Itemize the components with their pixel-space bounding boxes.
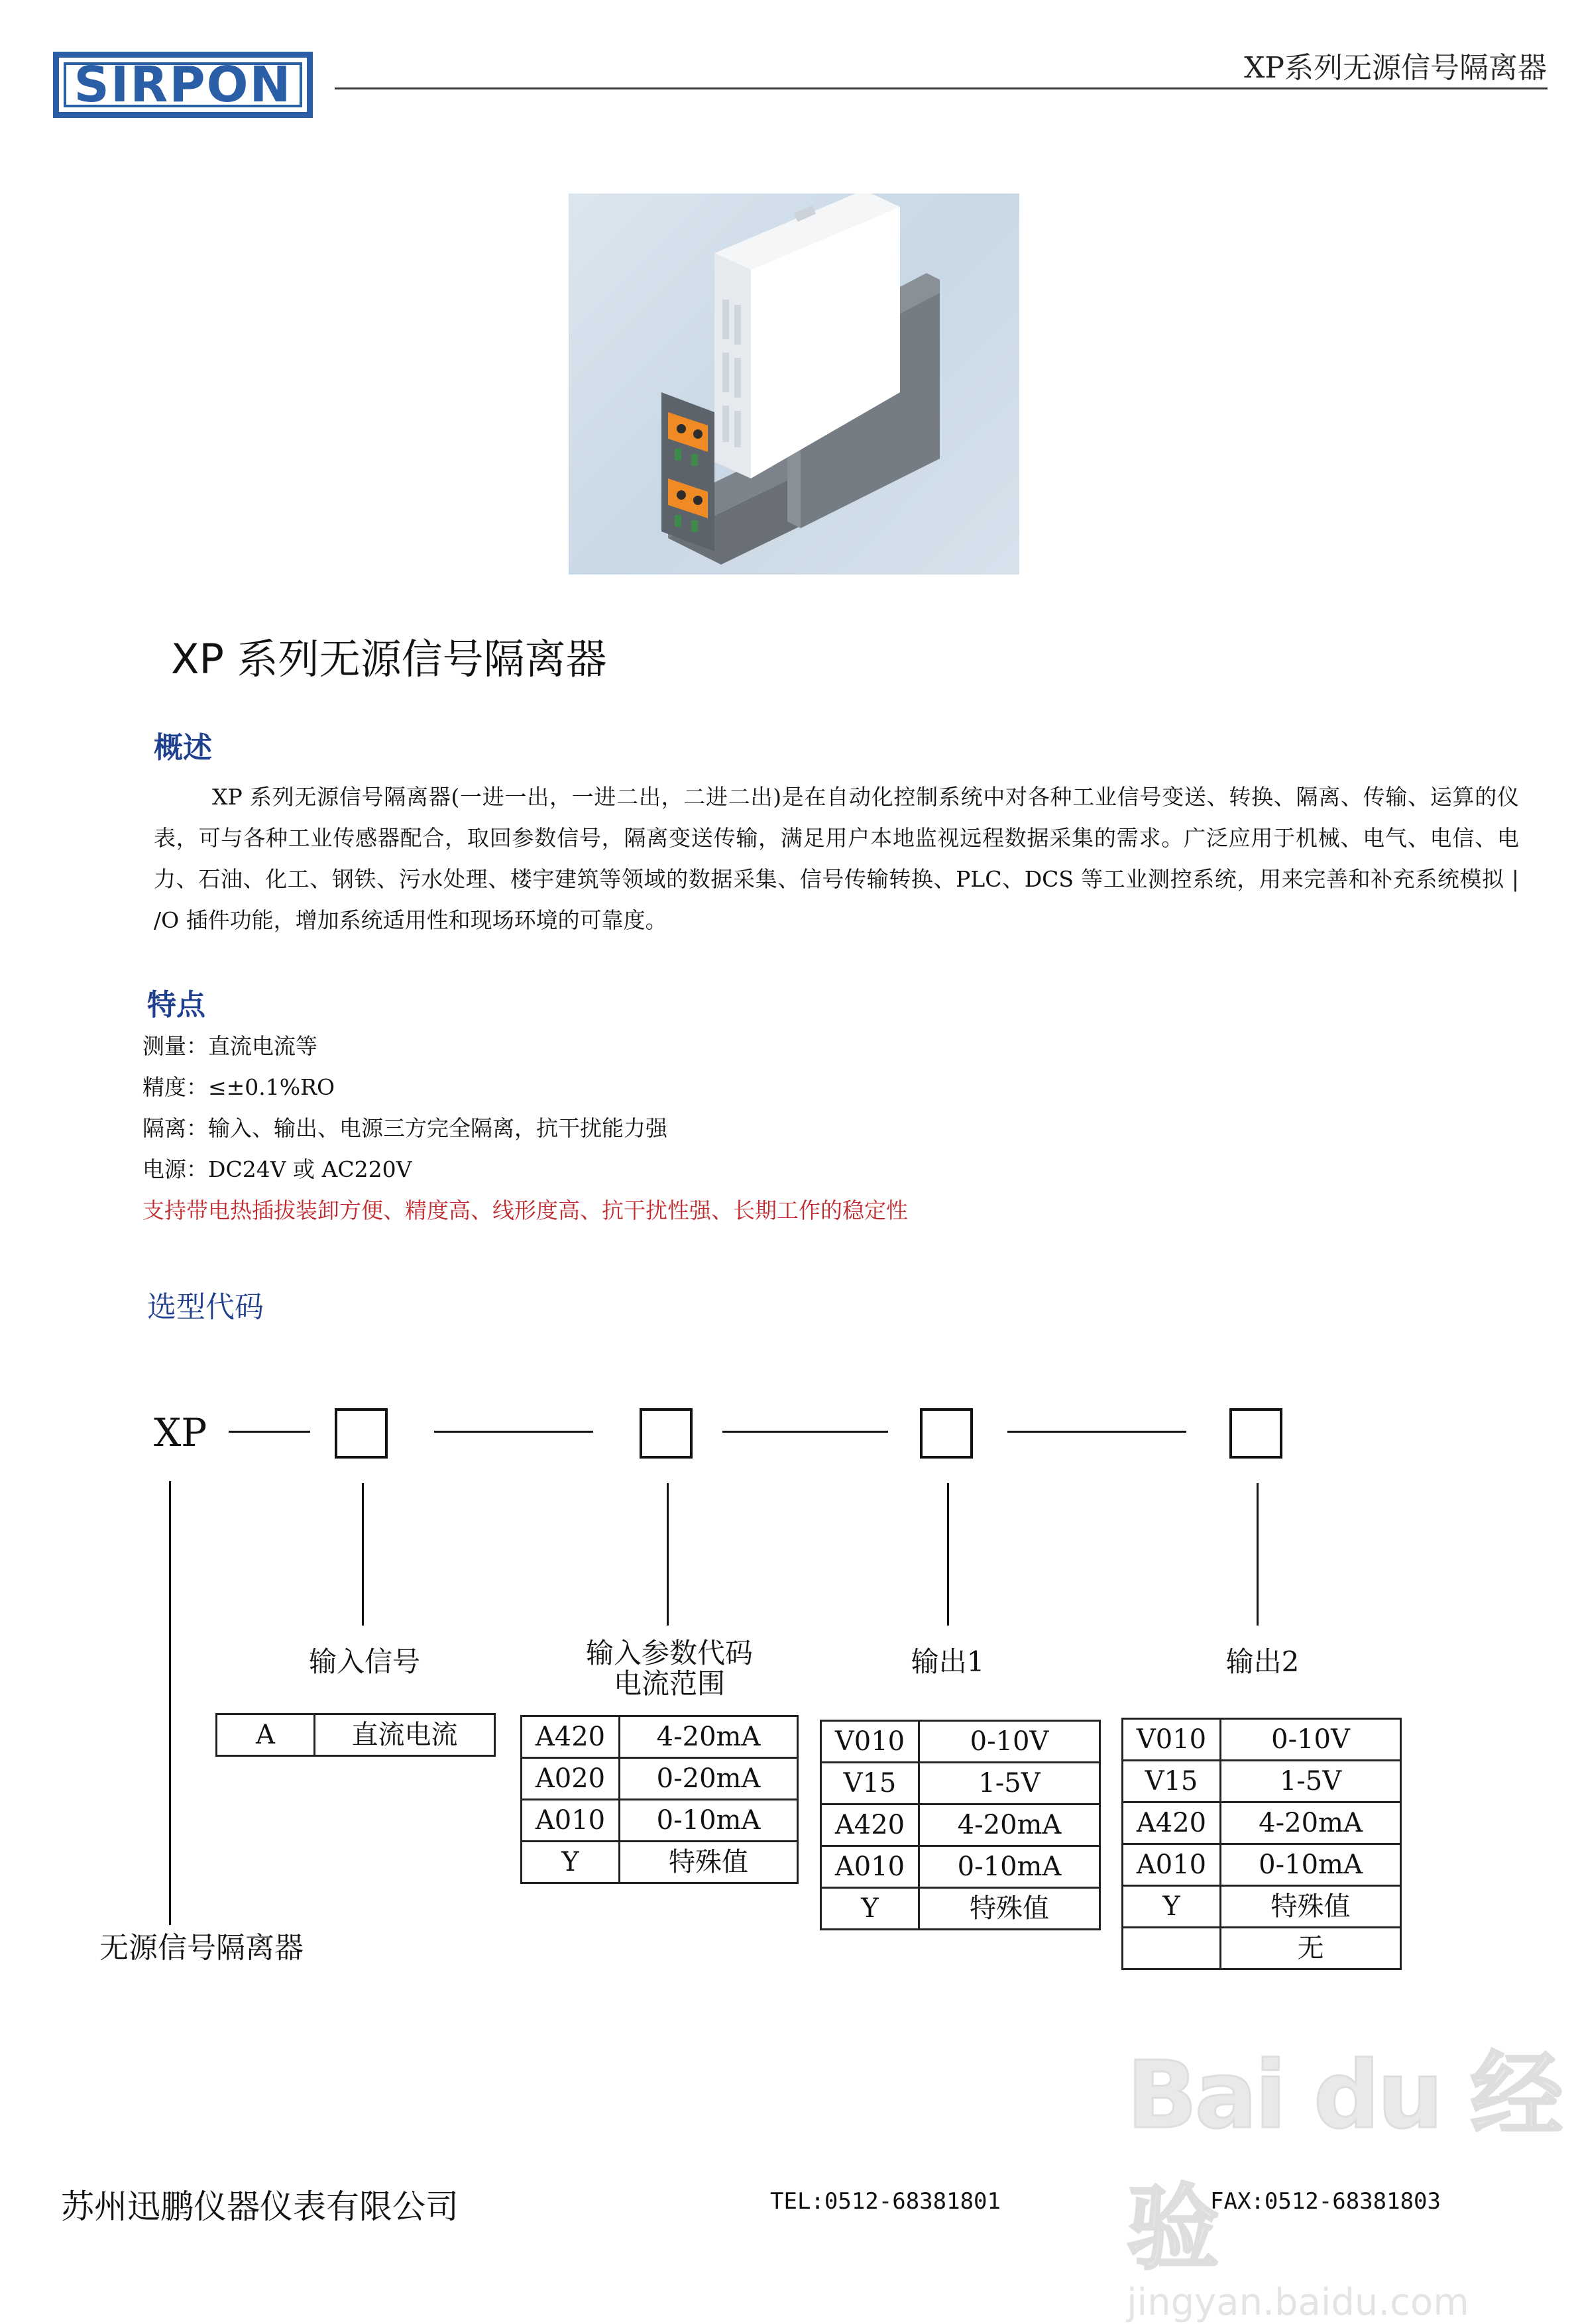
group-label-output1: 输出1 — [911, 1645, 985, 1678]
selection-heading: 选型代码 — [147, 1290, 264, 1324]
table-row: Y 特殊值 — [1123, 1886, 1401, 1928]
table-row: Y 特殊值 — [821, 1888, 1100, 1930]
table-row: A420 4-20mA — [821, 1804, 1100, 1846]
watermark-brand: Bai du 经验 — [1127, 2042, 1561, 2283]
logo-text: SIRPON — [74, 56, 292, 113]
code-slot-input-param — [640, 1408, 693, 1459]
output2-table — [1121, 1718, 1402, 1970]
output1-table — [820, 1720, 1101, 1930]
slot-leader — [947, 1483, 949, 1626]
table-row: V15 1-5V — [821, 1763, 1100, 1804]
code-prefix: XP — [154, 1410, 207, 1455]
footer-company: 苏州迅鹏仪器仪表有限公司 — [61, 2187, 459, 2226]
footer-fax: FAX:0512-68381803 — [1210, 2188, 1441, 2215]
isolator-module-image — [569, 194, 1019, 575]
table-row: Y 特殊值 — [522, 1842, 798, 1883]
table-row: A010 0-10mA — [522, 1800, 798, 1842]
group-label-input-signal: 输入信号 — [308, 1645, 420, 1678]
watermark-url: jingyan.baidu.com — [1127, 2281, 1469, 2324]
feature-item: 测量：直流电流等 — [142, 1033, 317, 1059]
footer-tel: TEL:0512-68381801 — [770, 2188, 1001, 2215]
code-connector — [1007, 1431, 1186, 1433]
table-row: A010 0-10mA — [821, 1846, 1100, 1888]
code-connector — [434, 1431, 593, 1433]
table-row: V010 0-10V — [1123, 1719, 1401, 1761]
group-label-input-param: 输入参数代码 电流范围 — [585, 1637, 753, 1700]
overview-heading: 概述 — [154, 731, 212, 765]
table-row: A420 4-20mA — [522, 1716, 798, 1758]
feature-item: 隔离：输入、输出、电源三方完全隔离，抗干扰能力强 — [142, 1115, 667, 1141]
table-row: V15 1-5V — [1123, 1761, 1401, 1802]
features-list — [142, 1026, 908, 1231]
feature-highlight: 支持带电热插拔装卸方便、精度高、线形度高、抗干扰性强、长期工作的稳定性 — [142, 1197, 908, 1223]
prefix-leader — [169, 1481, 171, 1925]
table-row: V010 0-10V — [821, 1721, 1100, 1763]
slot-leader — [362, 1483, 364, 1626]
table-row: A010 0-10mA — [1123, 1844, 1401, 1886]
overview-text: XP 系列无源信号隔离器(一进一出，一进二出，二进二出)是在自动化控制系统中对各种工业信号变送、转换、隔离、传输、运算的仪表，可与各种工业传感器配合，取回参数信号，隔离变送传输，满足用户本地监视远程数据采集的需求。广泛应用于机械、电气、电信、电力、石油、化工、钢铁、污水处理、楼宇建筑等领域的数据采集、信号传输转换、PLC、DCS 等工业测控系统，用来完善和补充系统模拟 | /O 插件功能，增加系统适用性和现场环境的可靠度。 — [154, 784, 1519, 933]
baidu-watermark — [1127, 2021, 1578, 2324]
input-param-table — [520, 1715, 799, 1884]
feature-item: 精度：≤±0.1%RO — [142, 1074, 335, 1100]
product-title: XP 系列无源信号隔离器 — [171, 635, 607, 683]
table-row: A 直流电流 — [217, 1714, 495, 1756]
prefix-description: 无源信号隔离器 — [99, 1931, 304, 1965]
code-slot-input-signal — [335, 1408, 388, 1459]
code-slot-output2 — [1229, 1408, 1282, 1459]
product-photo — [569, 194, 1019, 575]
company-logo — [53, 52, 313, 118]
feature-item: 电源：DC24V 或 AC220V — [142, 1156, 412, 1182]
table-row: A020 0-20mA — [522, 1758, 798, 1800]
slot-leader — [667, 1483, 669, 1626]
table-row: A420 4-20mA — [1123, 1802, 1401, 1844]
slot-leader — [1257, 1483, 1259, 1626]
features-heading: 特点 — [147, 988, 205, 1022]
table-row: 无 — [1123, 1928, 1401, 1969]
input-signal-table — [215, 1713, 496, 1757]
code-connector — [722, 1431, 888, 1433]
group-label-output2: 输出2 — [1225, 1645, 1300, 1678]
header-divider — [335, 87, 1548, 89]
header-title: XP系列无源信号隔离器 — [1244, 51, 1547, 85]
code-connector — [229, 1431, 310, 1433]
code-slot-output1 — [920, 1408, 973, 1459]
